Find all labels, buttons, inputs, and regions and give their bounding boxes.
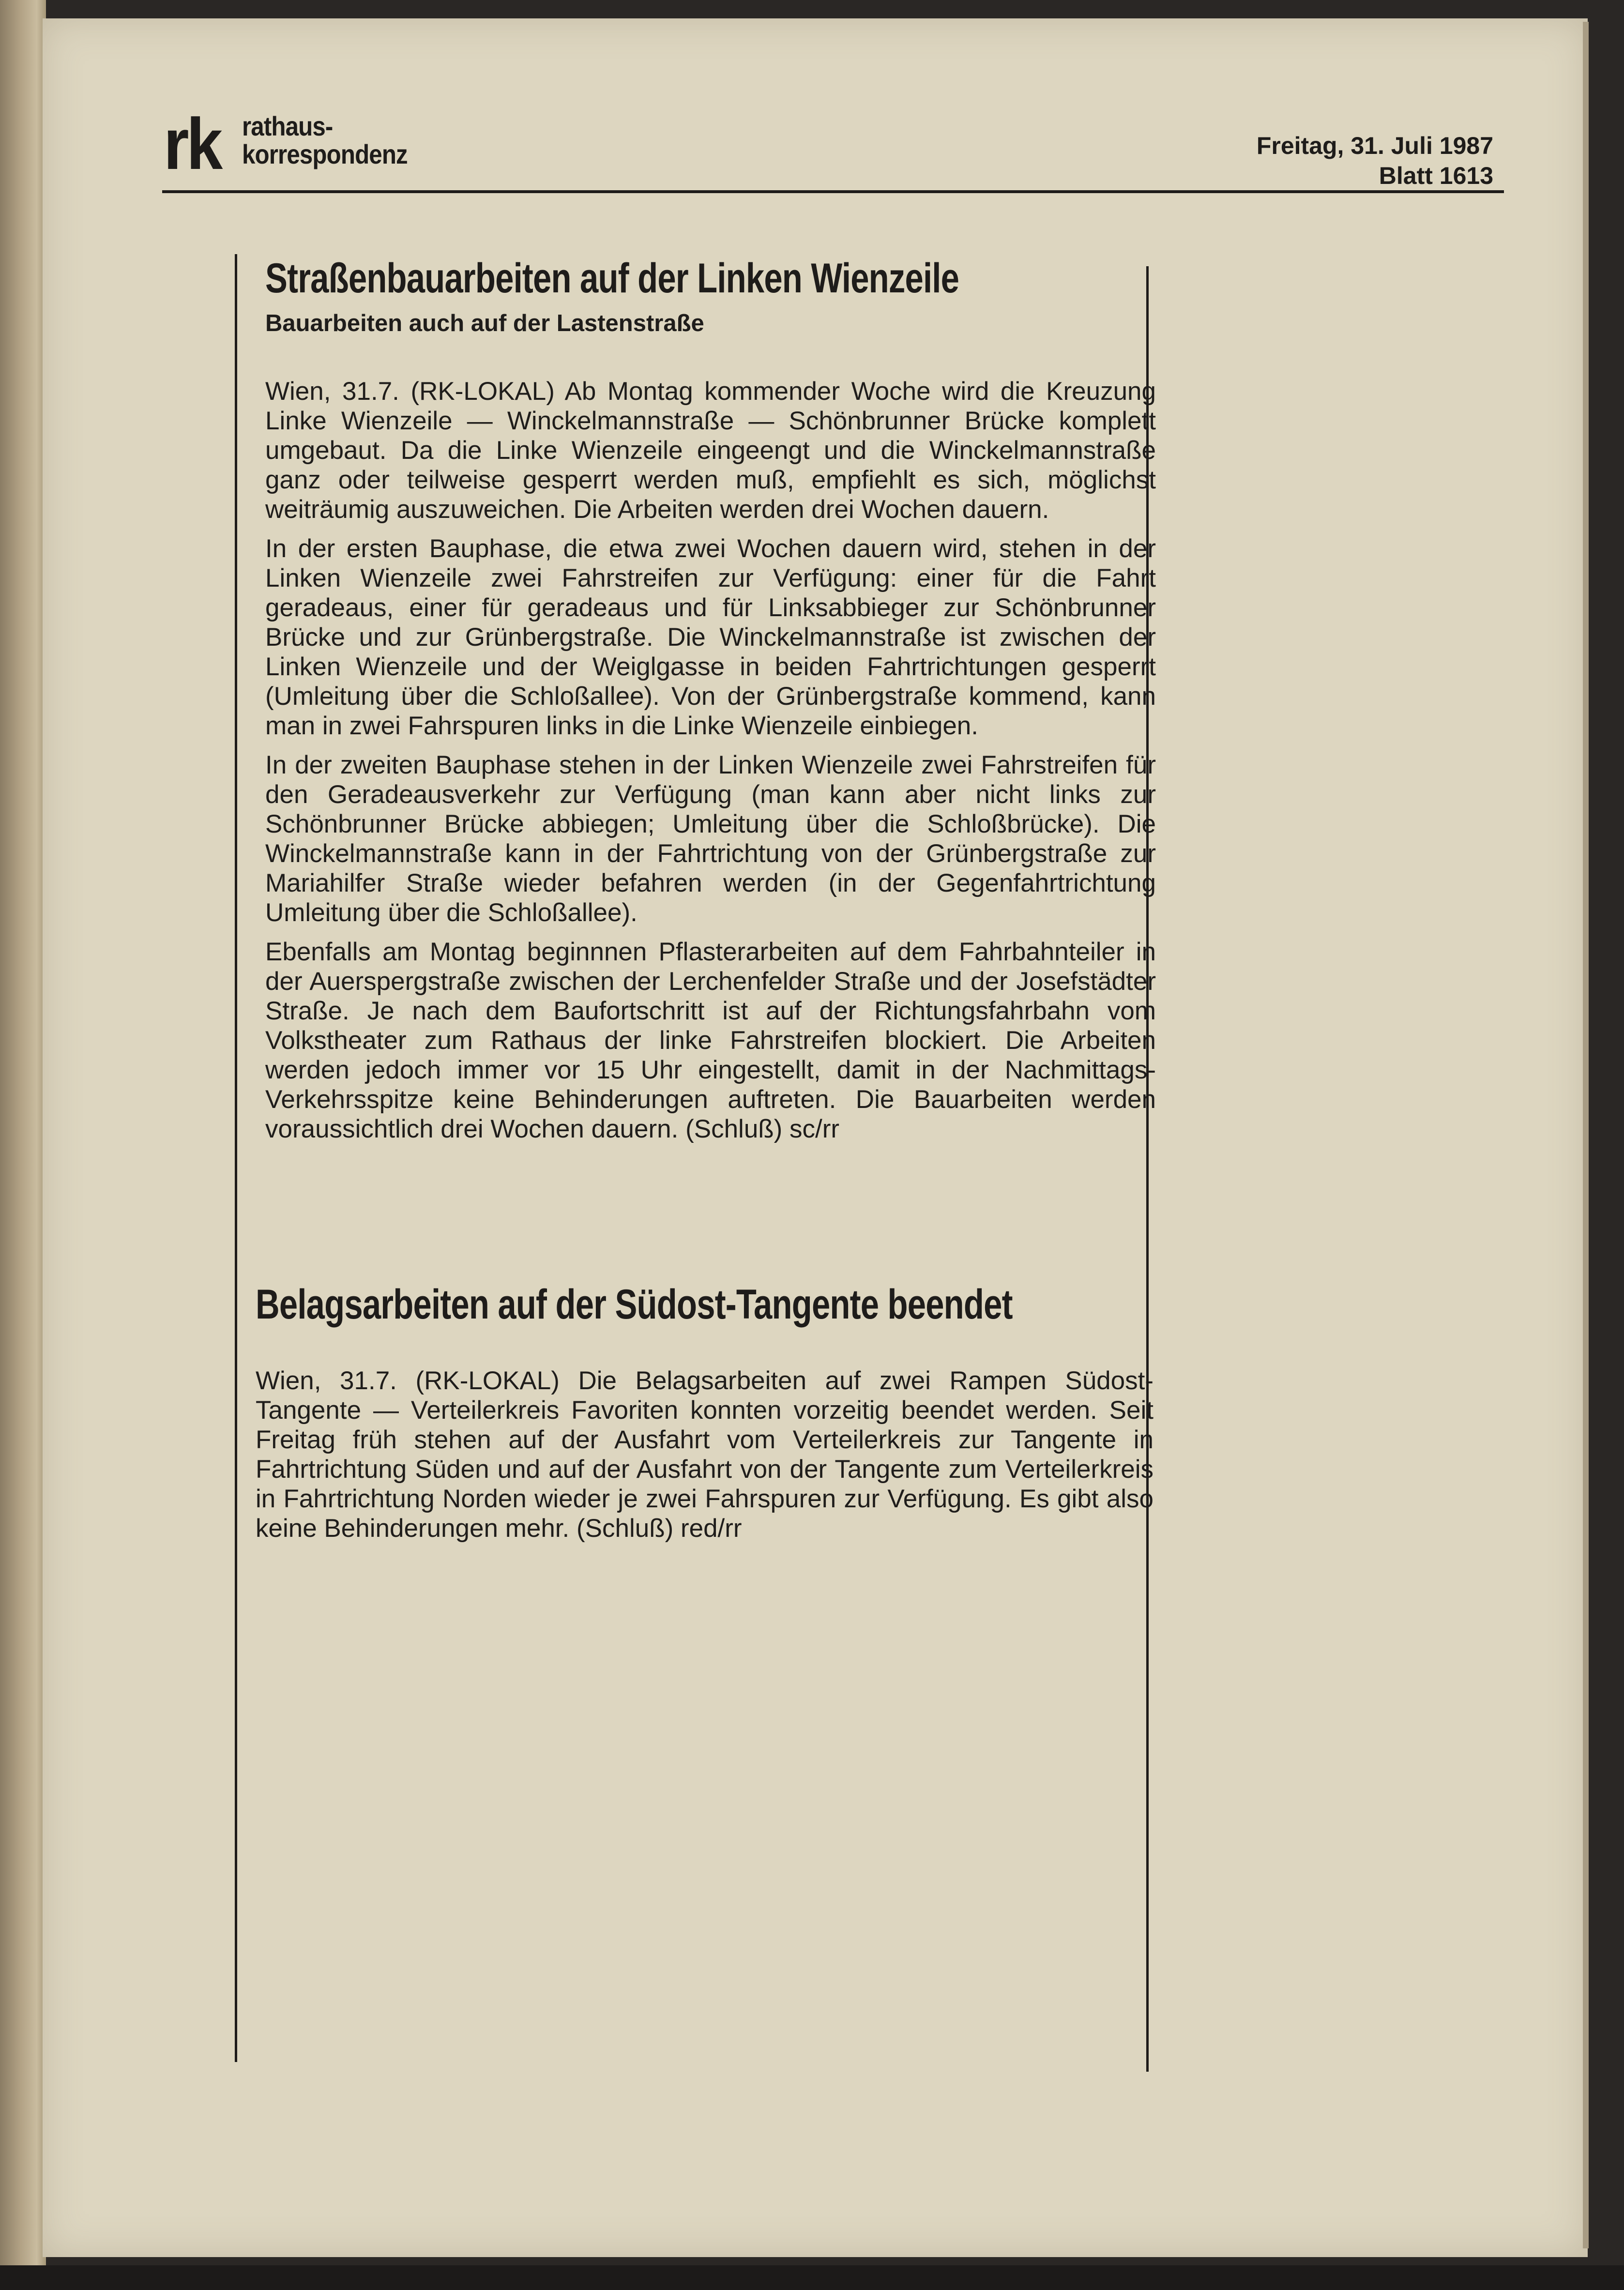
scan-border bbox=[0, 2265, 1624, 2290]
article-headline: Belagsarbeiten auf der Südost-Tangente beendet bbox=[256, 1281, 1013, 1328]
article-paragraph: In der ersten Bauphase, die etwa zwei Wochen dauern wird, stehen in der Linken Wienzeile zwei Fahrstreifen zur Verfügung: einer für die Fahrt geradeaus, einer für geradeaus und für Linksabbieger zur Schönbrunner Brücke und zur Grünbergstraße. Die Winckelmannstraße ist zwischen der Linken Wienzeile und der Weiglgasse in beiden Fahrtrichtungen gesperrt (Umleitung über die Schloßallee). Von der Grünbergstraße kommend, kann man in zwei Fahrspuren links in die Linke Wienzeile einbiegen. bbox=[265, 534, 1156, 740]
publication-name-line1: rathaus- bbox=[242, 111, 333, 141]
publication-name bbox=[242, 112, 408, 168]
article-paragraph: Wien, 31.7. (RK-LOKAL) Die Belagsarbeiten auf zwei Rampen Südost-Tangente — Verteilerkreis Favoriten konnten vorzeitig beendet werden. Seit Freitag früh stehen auf der Ausfahrt vom Verteilerkreis zur Tangente in Fahrtrichtung Süden und auf der Ausfahrt von der Tangente zum Verteilerkreis in Fahrtrichtung Norden wieder je zwei Fahrspuren zur Verfügung. Es gibt also keine Behinderungen mehr. (Schluß) red/rr bbox=[256, 1366, 1153, 1543]
article-headline: Straßenbauarbeiten auf der Linken Wienzeile bbox=[265, 255, 959, 302]
sheet-number: Blatt 1613 bbox=[1379, 162, 1493, 189]
issue-date: Freitag, 31. Juli 1987 bbox=[1256, 132, 1493, 159]
article-paragraph: Ebenfalls am Montag beginnnen Pflasterarbeiten auf dem Fahrbahnteiler in der Auerspergstraße zwischen der Lerchenfelder Straße und der Josefstädter Straße. Je nach dem Baufortschritt ist auf der Richtungsfahrbahn vom Volkstheater zum Rathaus der linke Fahrstreifen blockiert. Die Arbeiten werden jedoch immer vor 15 Uhr eingestellt, damit in der Nachmittags-Verkehrsspitze keine Behinderungen auftreten. Die Bauarbeiten werden voraussichtlich drei Wochen dauern. (Schluß) sc/rr bbox=[265, 938, 1156, 1143]
book-spine bbox=[0, 0, 46, 2290]
article-subheadline: Bauarbeiten auch auf der Lastenstraße bbox=[265, 310, 704, 336]
rk-logo: rk bbox=[164, 103, 220, 184]
issue-info bbox=[1257, 131, 1493, 191]
publication-name-line2: korrespondenz bbox=[242, 139, 408, 169]
article-surface-works bbox=[256, 1278, 1153, 1553]
article-road-works bbox=[265, 252, 1156, 1153]
header-rule bbox=[162, 190, 1504, 193]
article-paragraph: In der zweiten Bauphase stehen in der Linken Wienzeile zwei Fahrstreifen für den Geradeausverkehr zur Verfügung (man kann aber nicht links zur Schönbrunner Brücke abbiegen; Umleitung über die Schloßbrücke). Die Winckelmannstraße kann in der Fahrtrichtung von der Grünbergstraße zur Mariahilfer Straße wieder befahren werden (in der Gegenfahrtrichtung Umleitung über die Schloßallee). bbox=[265, 751, 1156, 927]
article-paragraph: Wien, 31.7. (RK-LOKAL) Ab Montag kommender Woche wird die Kreuzung Linke Wienzeile — Winckelmannstraße — Schönbrunner Brücke komplett umgebaut. Da die Linke Wienzeile eingeengt und die Winckelmannstraße ganz oder teilweise gesperrt werden muß, empfiehlt es sich, möglichst weiträumig auszuweichen. Die Arbeiten werden drei Wochen dauern. bbox=[265, 377, 1156, 524]
page-edge bbox=[1583, 22, 1589, 2248]
column-rule-left bbox=[235, 254, 237, 2062]
